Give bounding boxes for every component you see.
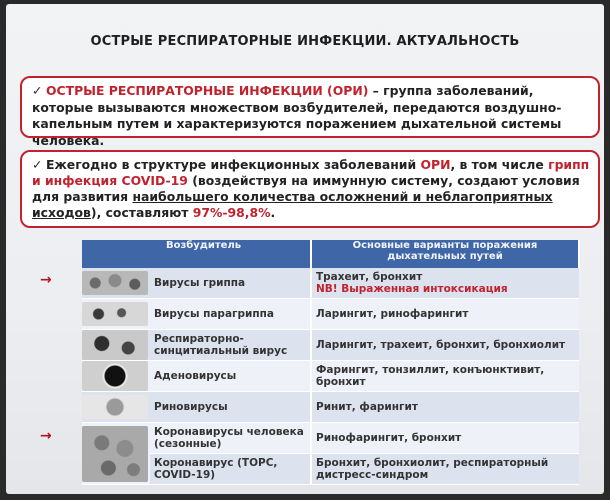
statistics-box bbox=[20, 150, 600, 228]
nb-note: NB! Выраженная интоксикация bbox=[316, 283, 508, 295]
checkmark-icon: ✓ bbox=[32, 83, 43, 98]
slide-title: ОСТРЫЕ РЕСПИРАТОРНЫЕ ИНФЕКЦИИ. АКТУАЛЬНОСТЬ bbox=[90, 34, 520, 49]
pathogen-name: Респираторно-синцитиальный вирус bbox=[150, 330, 311, 361]
pathogen-name: Коронавирусы человека (сезонные) bbox=[150, 423, 311, 454]
variant-text: Ларингит, трахеит, бронхит, бронхиолит bbox=[311, 330, 579, 361]
virus-image bbox=[82, 392, 150, 423]
stat-complications: наибольшего количества осложнений и неблагоприятных исходов bbox=[32, 189, 553, 220]
arrow-icon-influenza: → bbox=[40, 272, 52, 288]
stat-flu-covid: грипп и инфекция COVID-19 bbox=[32, 157, 590, 188]
pathogen-name: Вирусы гриппа bbox=[150, 268, 311, 299]
pathogen-table bbox=[82, 240, 580, 485]
variant-text: Ринофарингит, бронхит bbox=[311, 423, 579, 454]
virus-image bbox=[82, 361, 150, 392]
table-row bbox=[82, 392, 579, 423]
arrow-icon-coronavirus: → bbox=[40, 428, 52, 444]
stat-text-4: ), составляют bbox=[90, 205, 193, 220]
variant-text: Ринит, фарингит bbox=[311, 392, 579, 423]
virus-image bbox=[82, 423, 150, 485]
variant-text: Ларингит, ринофарингит bbox=[311, 299, 579, 330]
virus-image bbox=[82, 299, 150, 330]
header-pathogen: Возбудитель bbox=[82, 240, 311, 268]
table-row bbox=[82, 299, 579, 330]
virus-image bbox=[82, 330, 150, 361]
variant-text: Фарингит, тонзиллит, конъюнктивит, бронхит bbox=[311, 361, 579, 392]
checkmark-icon: ✓ bbox=[32, 157, 43, 172]
pathogen-name: Вирусы парагриппа bbox=[150, 299, 311, 330]
header-variants: Основные варианты поражения дыхательных путей bbox=[311, 240, 579, 268]
pathogen-name: Аденовирусы bbox=[150, 361, 311, 392]
table-row bbox=[82, 454, 579, 485]
table-row bbox=[82, 330, 579, 361]
table-row bbox=[82, 361, 579, 392]
pathogen-name: Риновирусы bbox=[150, 392, 311, 423]
stat-ori: ОРИ bbox=[420, 157, 451, 172]
table-row bbox=[82, 423, 579, 454]
variant-text: Бронхит, бронхиолит, респираторный дистресс-синдром bbox=[311, 454, 579, 485]
stat-percentage: 97%-98,8% bbox=[192, 205, 271, 220]
variant-text: Трахеит, бронхит bbox=[316, 271, 423, 283]
stat-text-2: , в том числе bbox=[450, 157, 549, 172]
pathogen-name: Коронавирус (ТОРС, COVID-19) bbox=[150, 454, 311, 485]
stat-text-5: . bbox=[270, 205, 276, 220]
stat-text-1: Ежегодно в структуре инфекционных заболеваний bbox=[46, 157, 421, 172]
definition-text: – группа заболеваний, которые вызываются множеством возбудителей, передаются воздушно-капельным путем и характеризуются поражением дыхательной системы человека. bbox=[32, 83, 562, 148]
definition-term: ОСТРЫЕ РЕСПИРАТОРНЫЕ ИНФЕКЦИИ (ОРИ) bbox=[46, 83, 369, 98]
slide bbox=[6, 4, 604, 494]
definition-box bbox=[20, 76, 600, 148]
table-row bbox=[82, 268, 579, 299]
virus-image bbox=[82, 268, 150, 299]
stat-text-3: (воздействуя на иммунную систему, создают условия для развития bbox=[32, 173, 580, 204]
